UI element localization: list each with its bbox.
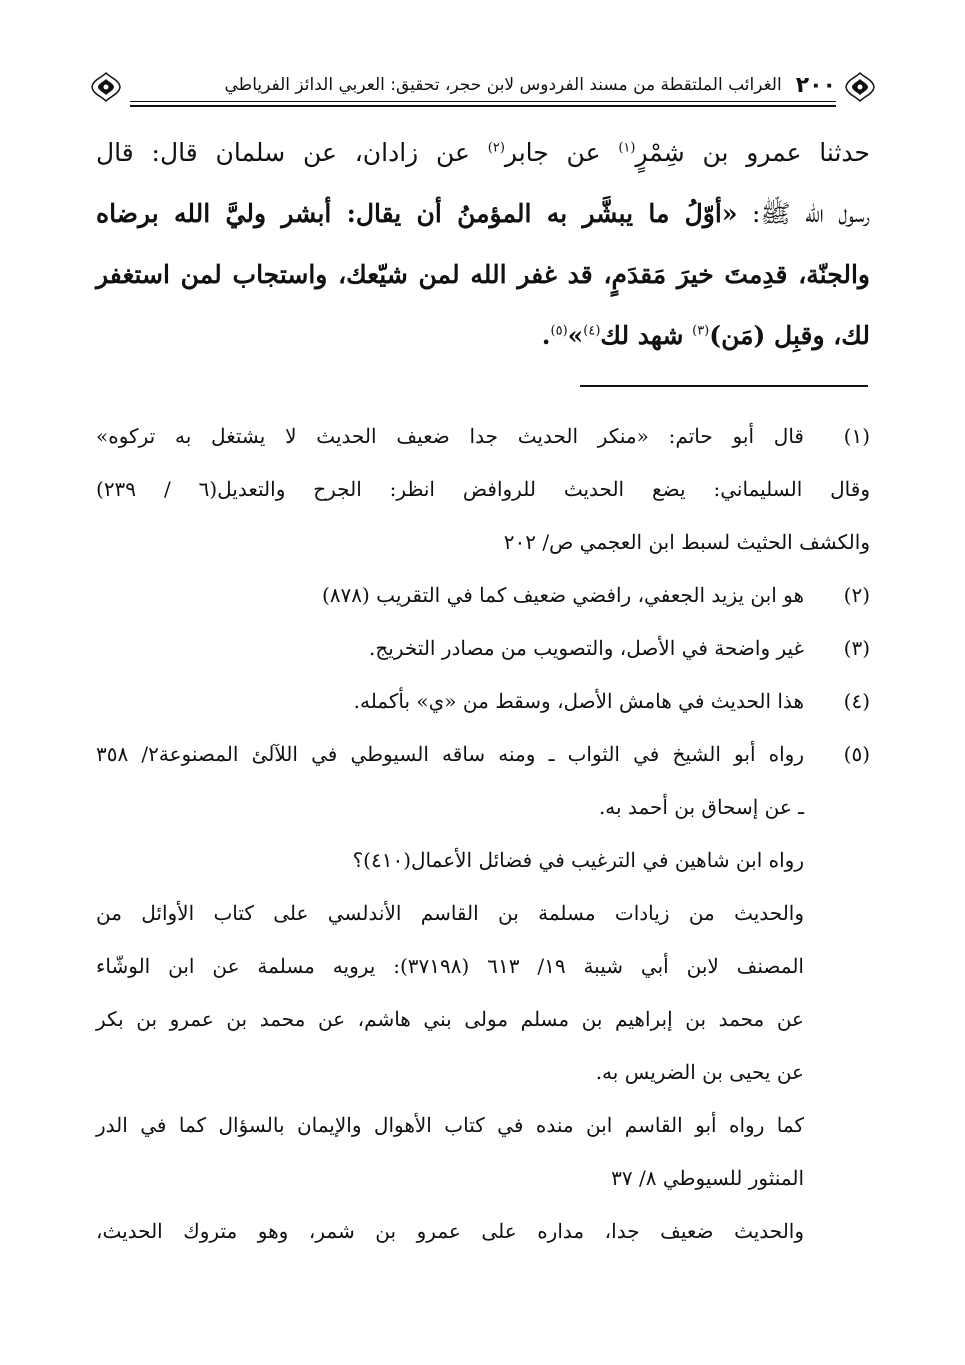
footnote-5-line-5: المصنف لابن أبي شيبة ١٩/ ٦١٣ (٣٧١٩٨): يرويه مسلمة عن ابن الوشّاء xyxy=(96,954,804,978)
footnote-2: (٢) هو ابن يزيد الجعفي، رافضي ضعيف كما في التقريب (٨٧٨) xyxy=(96,569,870,622)
footnote-5-line-4: والحديث من زيادات مسلمة بن القاسم الأندلسي على كتاب الأوائل من xyxy=(96,901,804,925)
page-number: ٢٠٠ xyxy=(795,72,836,98)
footnote-3: (٣) غير واضحة في الأصل، والتصويب من مصادر التخريج. xyxy=(96,622,870,675)
footnote-5-line-10: والحديث ضعيف جدا، مداره على عمرو بن شمر، وهو متروك الحديث، xyxy=(96,1219,804,1243)
footnote-1-line-3: والكشف الحثيث لسبط ابن العجمي ص/ ٢٠٢ xyxy=(503,530,870,554)
footnote-4: (٤) هذا الحديث في هامش الأصل، وسقط من «ي» بأكمله. xyxy=(96,675,870,728)
footnote-1-line-1: (١) قال أبو حاتم: «منكر الحديث جدا ضعيف الحديث لا يشتغل به تركوه» xyxy=(96,410,870,463)
footnote-5-line-9: المنثور للسيوطي ٨/ ٣٧ xyxy=(611,1166,804,1190)
footnote-number: (٥) xyxy=(843,742,870,766)
footnote-5-line-7: عن يحيى بن الضريس به. xyxy=(595,1060,804,1084)
main-line-4: لك، وقبِل (مَن)$^{(٣)}$ شهد لك$^{(٤)}$»$^{(٥)}$. xyxy=(541,321,870,350)
main-line-1: حدثنا عمرو بن شِمْرٍ$^{(١)}$ عن جابر$^{(٢)}$ عن زادان، عن سلمان قال: قال xyxy=(96,138,870,167)
footnote-number: (٤) xyxy=(843,689,870,713)
footnote-1-line-2: وقال السليماني: يضع الحديث للروافض انظر: الجرح والتعديل(٦ / ٢٣٩) xyxy=(96,477,870,501)
running-header xyxy=(96,68,870,108)
ornament-left-icon xyxy=(88,70,124,104)
main-line-3: والجنّة، قدِمتَ خيرَ مَقدَمٍ، قد غفر الله لمن شيّعك، واستجاب لمن استغفر xyxy=(96,260,870,289)
footnote-separator xyxy=(580,385,868,387)
running-title: الغرائب الملتقطة من مسند الفردوس لابن حجر، تحقيق: العربي الدائز الفرياطي xyxy=(224,75,782,95)
main-line-2: رسول الله ﷺ: «أوّلُ ما يبشَّر به المؤمنُ أن يقال: أبشر وليَّ الله برضاه xyxy=(96,199,870,228)
footnote-number: (١) xyxy=(843,424,870,448)
footnote-number: (٣) xyxy=(843,636,870,660)
footnote-5-line-2: ـ عن إسحاق بن أحمد به. xyxy=(598,795,804,819)
footnote-5-line-1: (٥) رواه أبو الشيخ في الثواب ـ ومنه ساقه السيوطي في اللآلئ المصنوعة٢/ ٣٥٨ xyxy=(96,728,870,781)
footnote-5-line-6: عن محمد بن إبراهيم بن مسلم مولى بني هاشم، عن محمد بن عمرو بن بكر xyxy=(96,1007,804,1031)
header-rule xyxy=(130,101,836,102)
main-text xyxy=(96,122,870,366)
header-rule-thick xyxy=(130,105,836,107)
footnote-5-line-8: كما رواه أبو القاسم ابن منده في كتاب الأهوال والإيمان بالسؤال كما في الدر xyxy=(96,1113,804,1137)
footnotes xyxy=(96,410,870,1258)
footnote-number: (٢) xyxy=(843,583,870,607)
footnote-5-line-3: رواه ابن شاهين في الترغيب في فضائل الأعمال(٤١٠)؟ xyxy=(352,848,804,872)
ornament-right-icon xyxy=(842,70,878,104)
